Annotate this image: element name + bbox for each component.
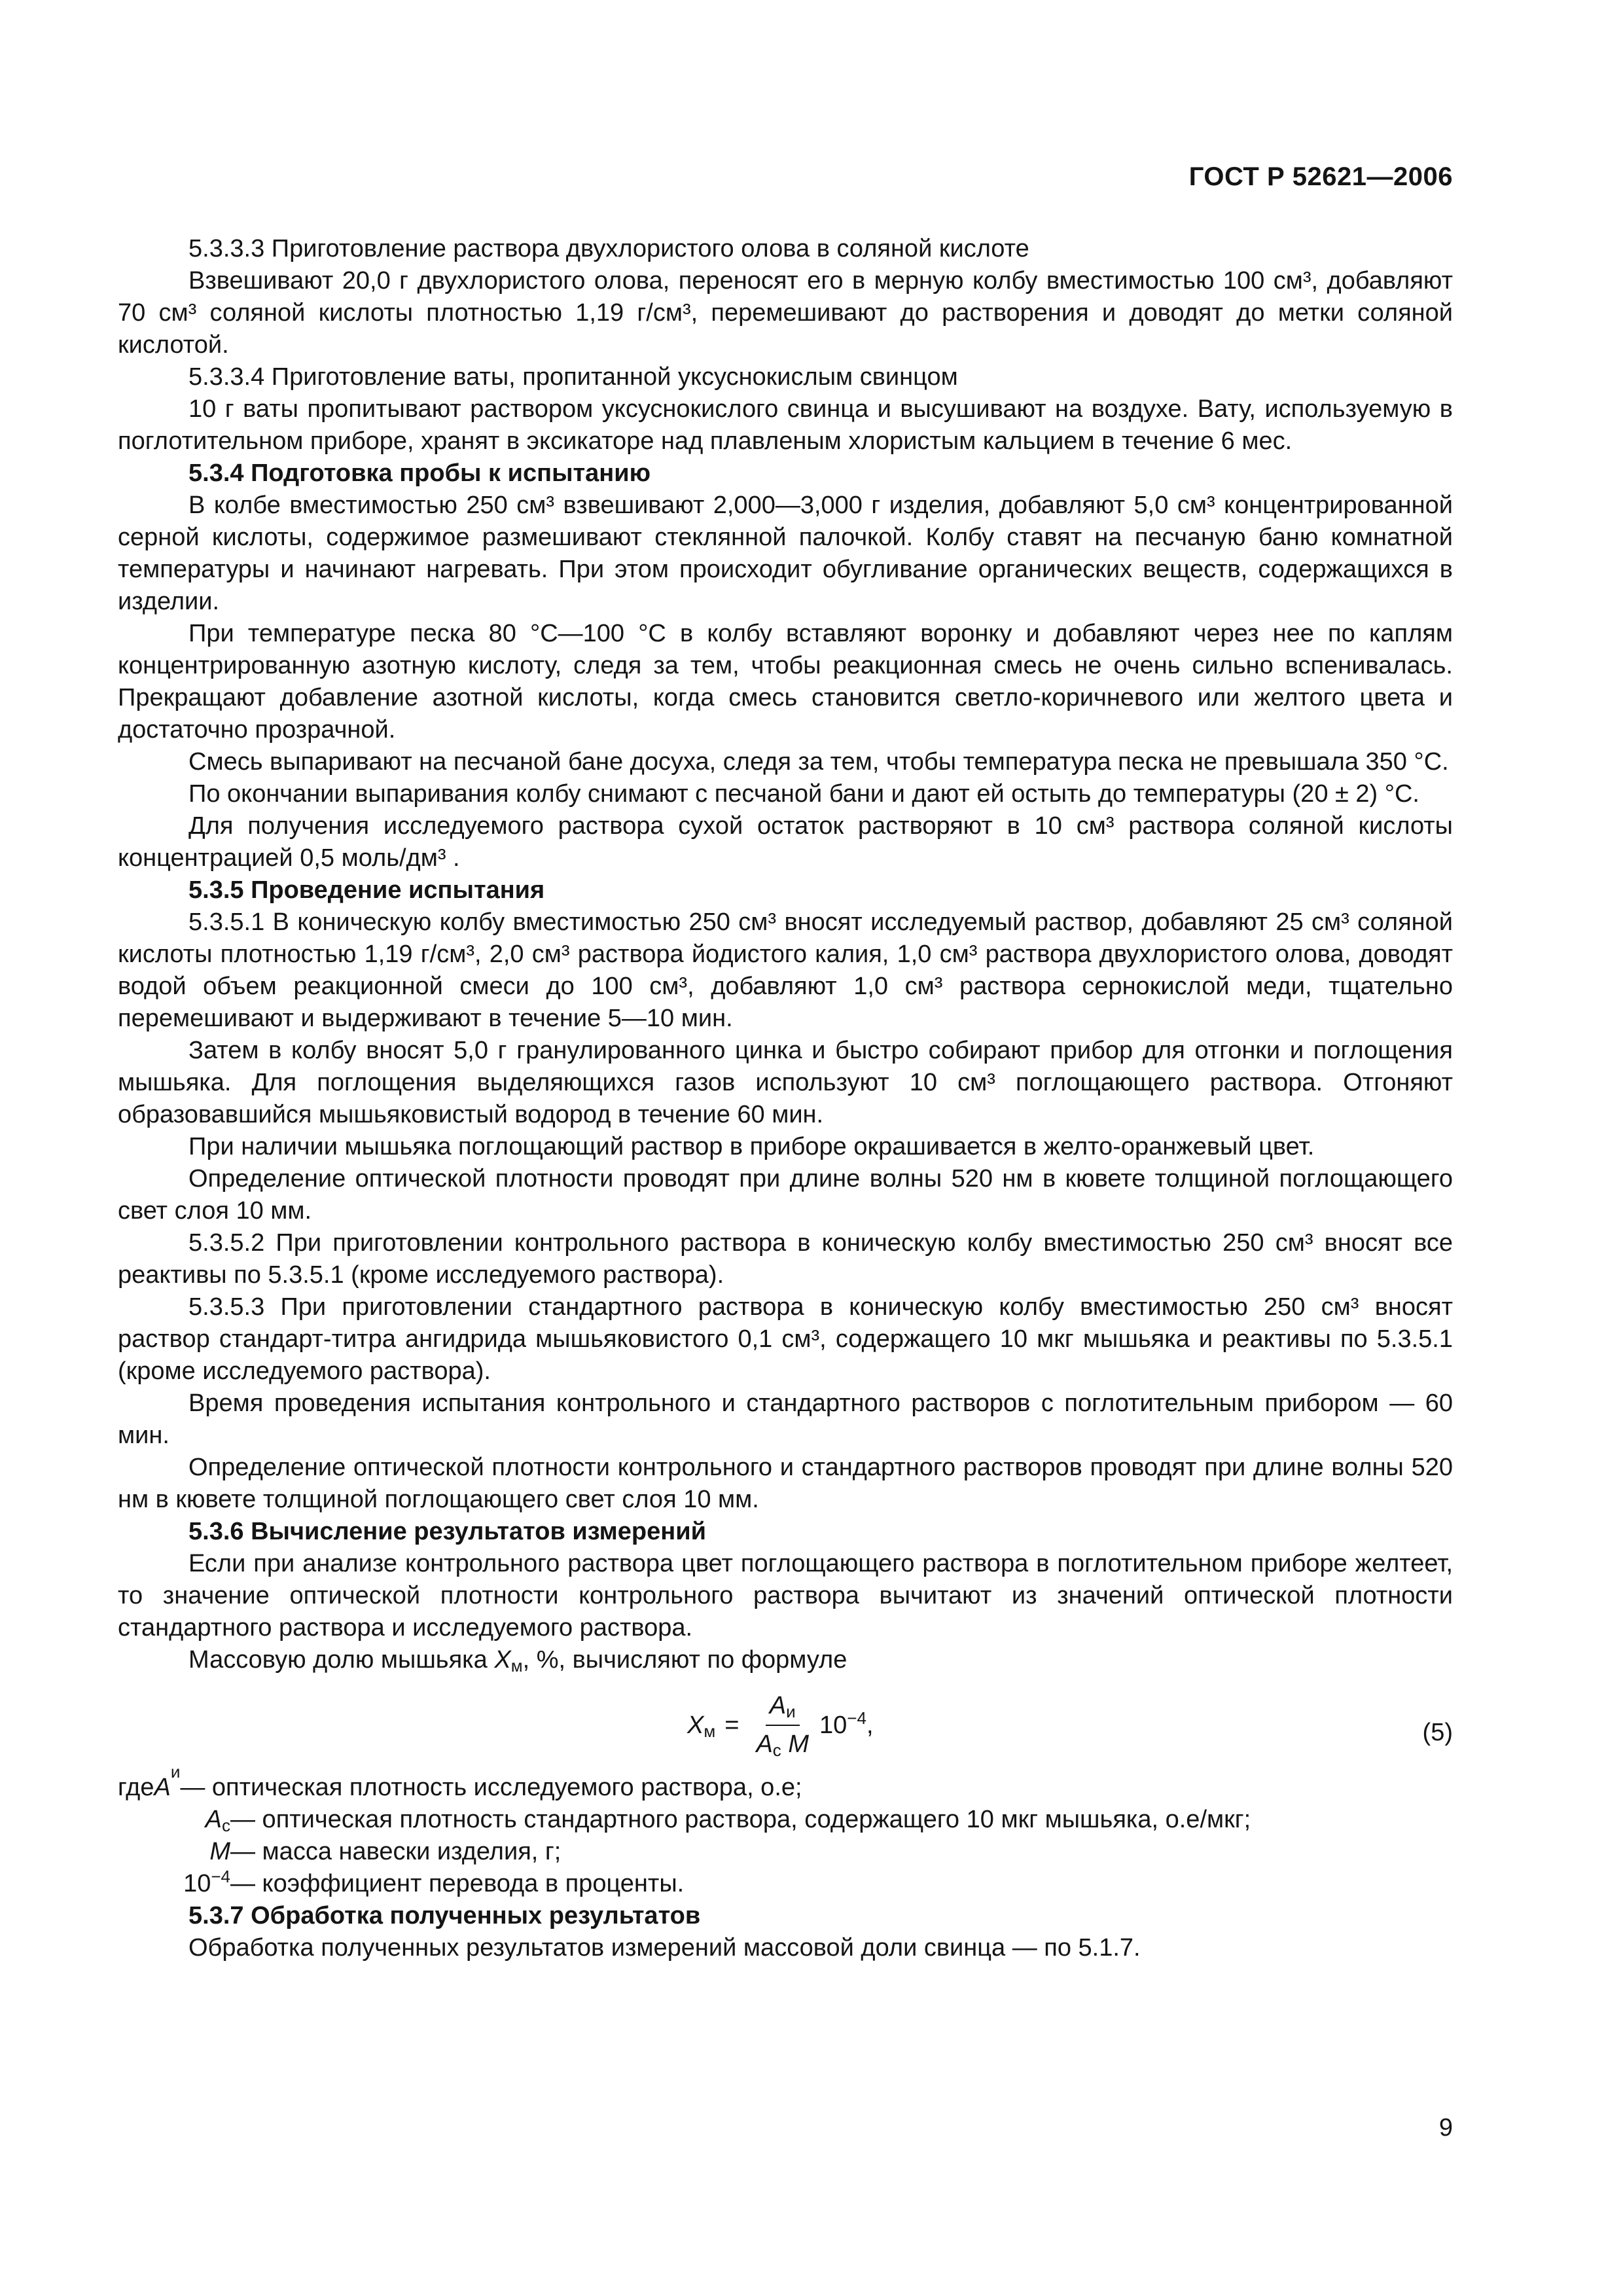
document-body: [118, 233, 1453, 1964]
paragraph: 5.3.5.1 В коническую колбу вместимостью 250 см³ вносят исследуемый раствор, добавляют 25 см³ соляной кислоты плотностью 1,19 г/см³, 2,0 см³ раствора йодистого калия, 1,0 см³ раствора двухлористого олова, доводят водой объем реакционной смеси до 100 см³, добавляют 1,0 см³ раствора сернокислой меди, тщательно перемешивают и выдерживают в течение 5—10 мин.: [118, 908, 1453, 1032]
legend-symbol: [118, 1836, 230, 1868]
formula-trail: ,: [866, 1711, 874, 1739]
formula-numerator: [766, 1690, 800, 1726]
subsection-5-3-3-3-title: 5.3.3.3 Приготовление раствора двухлористого олова в соляной кислоте: [188, 235, 1029, 262]
legend-text: — оптическая плотность стандартного раствора, содержащего 10 мкг мышьяка, о.е/мкг;: [230, 1806, 1251, 1833]
formula-intro-text: , %, вычисляют по формуле: [522, 1646, 847, 1674]
legend-row: [118, 1868, 1453, 1900]
page-number: 9: [1438, 2114, 1453, 2142]
formula-equals: =: [724, 1711, 740, 1739]
paragraph: При наличии мышьяка поглощающий раствор в приборе окрашивается в желто-оранжевый цвет.: [188, 1133, 1315, 1160]
section-5-3-7-heading: 5.3.7 Обработка полученных результатов: [188, 1902, 701, 1929]
document-page: [118, 0, 1453, 2296]
formula-lhs-var: X: [687, 1711, 704, 1739]
legend-sub: и: [170, 1762, 181, 1782]
legend-row: [118, 1762, 1453, 1804]
formula-num-sub: и: [786, 1702, 796, 1721]
paragraph: 10 г ваты пропитывают раствором уксуснокислого свинца и высушивают на воздухе. Вату, используемую в поглотительном приборе, хранят в эксикаторе над плавленым хлористым кальцием в течение 6 мес.: [118, 395, 1453, 455]
legend-sub: с: [222, 1816, 230, 1835]
formula-den-sub: с: [772, 1740, 781, 1760]
paragraph: Время проведения испытания контрольного и стандартного растворов с поглотительным прибором — 60 мин.: [118, 1390, 1453, 1449]
legend-var: 10: [183, 1870, 211, 1897]
legend-text: — оптическая плотность исследуемого раствора, о.е;: [180, 1774, 802, 1801]
section-5-3-6-heading: 5.3.6 Вычисление результатов измерений: [188, 1518, 706, 1545]
paragraph: Если при анализе контрольного раствора цвет поглощающего раствора в поглотительном приборе желтеет, то значение оптической плотности контрольного раствора вычитают из значений оптической плотности стандартного раствора и исследуемого раствора.: [118, 1550, 1453, 1641]
legend-row: [118, 1836, 1453, 1868]
paragraph: Взвешивают 20,0 г двухлористого олова, переносят его в мерную колбу вместимостью 100 см³, добавляют 70 см³ соляной кислоты плотностью 1,19 г/см³, перемешивают до растворения и доводят до метки соляной кислотой.: [118, 267, 1453, 359]
variable-x: X: [494, 1646, 511, 1674]
variable-subscript: м: [510, 1656, 523, 1676]
legend-symbol: [118, 1868, 230, 1900]
formula-denominator: [752, 1726, 813, 1761]
paragraph: Затем в колбу вносят 5,0 г гранулированного цинка и быстро собирают прибор для отгонки и поглощения мышьяка. Для поглощения выделяющихся газов используют 10 см³ поглощающего раствора. Отгоняют образовавшийся мышьяковистый водород в течение 60 мин.: [118, 1037, 1453, 1128]
formula-den-var: A: [756, 1731, 773, 1758]
legend-text: — коэффициент перевода в проценты.: [230, 1870, 685, 1897]
formula-intro: [118, 1644, 1453, 1676]
paragraph: Для получения исследуемого раствора сухой остаток растворяют в 10 см³ раствора соляной кислоты концентрацией 0,5 моль/дм³ .: [118, 812, 1453, 872]
formula-number: (5): [1422, 1719, 1453, 1746]
formula-den-var2: M: [788, 1731, 810, 1758]
legend-symbol: [118, 1804, 230, 1836]
legend-row: [118, 1804, 1453, 1836]
paragraph: Определение оптической плотности проводят при длине волны 520 нм в кювете толщиной поглощающего свет слоя 10 мм.: [118, 1165, 1453, 1225]
section-5-3-5-heading: 5.3.5 Проведение испытания: [188, 876, 545, 904]
paragraph: По окончании выпаривания колбу снимают с песчаной бани и дают ей остыть до температуры (20 ± 2) °С.: [188, 780, 1419, 808]
legend-var: A: [154, 1774, 171, 1801]
document-header: ГОСТ Р 52621—2006: [1188, 162, 1453, 191]
legend-sup: −4: [211, 1867, 230, 1886]
paragraph: Обработка полученных результатов измерений массовой доли свинца — по 5.1.7.: [188, 1934, 1141, 1962]
paragraph: В колбе вместимостью 250 см³ взвешивают 2,000—3,000 г изделия, добавляют 5,0 см³ концентрированной серной кислоты, содержимое размешивают стеклянной палочкой. Колбу ставят на песчаную баню комнатной температуры и начинают нагревать. При этом происходит обугливание органических веществ, содержащихся в изделии.: [118, 492, 1453, 615]
formula-lhs-sub: м: [704, 1721, 716, 1741]
legend-var: A: [205, 1806, 222, 1833]
formula-factor: [819, 1710, 874, 1742]
formula-legend: [118, 1762, 1453, 1900]
formula-lhs: [687, 1710, 715, 1742]
paragraph: Определение оптической плотности контрольного и стандартного растворов проводят при длине волны 520 нм в кювете толщиной поглощающего свет слоя 10 мм.: [118, 1454, 1453, 1513]
formula-factor-exp: −4: [847, 1708, 866, 1728]
formula-factor-base: 10: [819, 1711, 847, 1739]
paragraph: При температуре песка 80 °С—100 °С в колбу вставляют воронку и добавляют через нее по каплям концентрированную азотную кислоту, следя за тем, чтобы реакционная смесь не очень сильно вспенивалась. Прекращают добавление азотной кислоты, когда смесь становится светло-коричневого или желтого цвета и достаточно прозрачной.: [118, 620, 1453, 744]
subsection-5-3-3-4-title: 5.3.3.4 Приготовление ваты, пропитанной уксуснокислым свинцом: [188, 363, 958, 391]
formula-intro-text: Массовую долю мышьяка: [188, 1646, 495, 1674]
paragraph: Смесь выпаривают на песчаной бане досуха, следя за тем, чтобы температура песка не превышала 350 °С.: [188, 748, 1449, 776]
legend-var: M: [209, 1838, 230, 1865]
formula-expression: [687, 1689, 874, 1761]
section-5-3-4-heading: 5.3.4 Подготовка пробы к испытанию: [188, 459, 651, 487]
formula-5: [118, 1680, 1453, 1765]
paragraph: 5.3.5.3 При приготовлении стандартного раствора в коническую колбу вместимостью 250 см³ вносят раствор стандарт-титра ангидрида мышьяковистого 0,1 см³, содержащего 10 мкг мышьяка и реактивы по 5.3.5.1 (кроме исследуемого раствора).: [118, 1293, 1453, 1385]
legend-where: где: [118, 1774, 154, 1801]
legend-text: — масса навески изделия, г;: [230, 1838, 562, 1865]
formula-fraction: [752, 1690, 813, 1761]
paragraph: 5.3.5.2 При приготовлении контрольного раствора в коническую колбу вместимостью 250 см³ вносят все реактивы по 5.3.5.1 (кроме исследуемого раствора).: [118, 1229, 1453, 1289]
formula-num-var: A: [769, 1692, 787, 1719]
